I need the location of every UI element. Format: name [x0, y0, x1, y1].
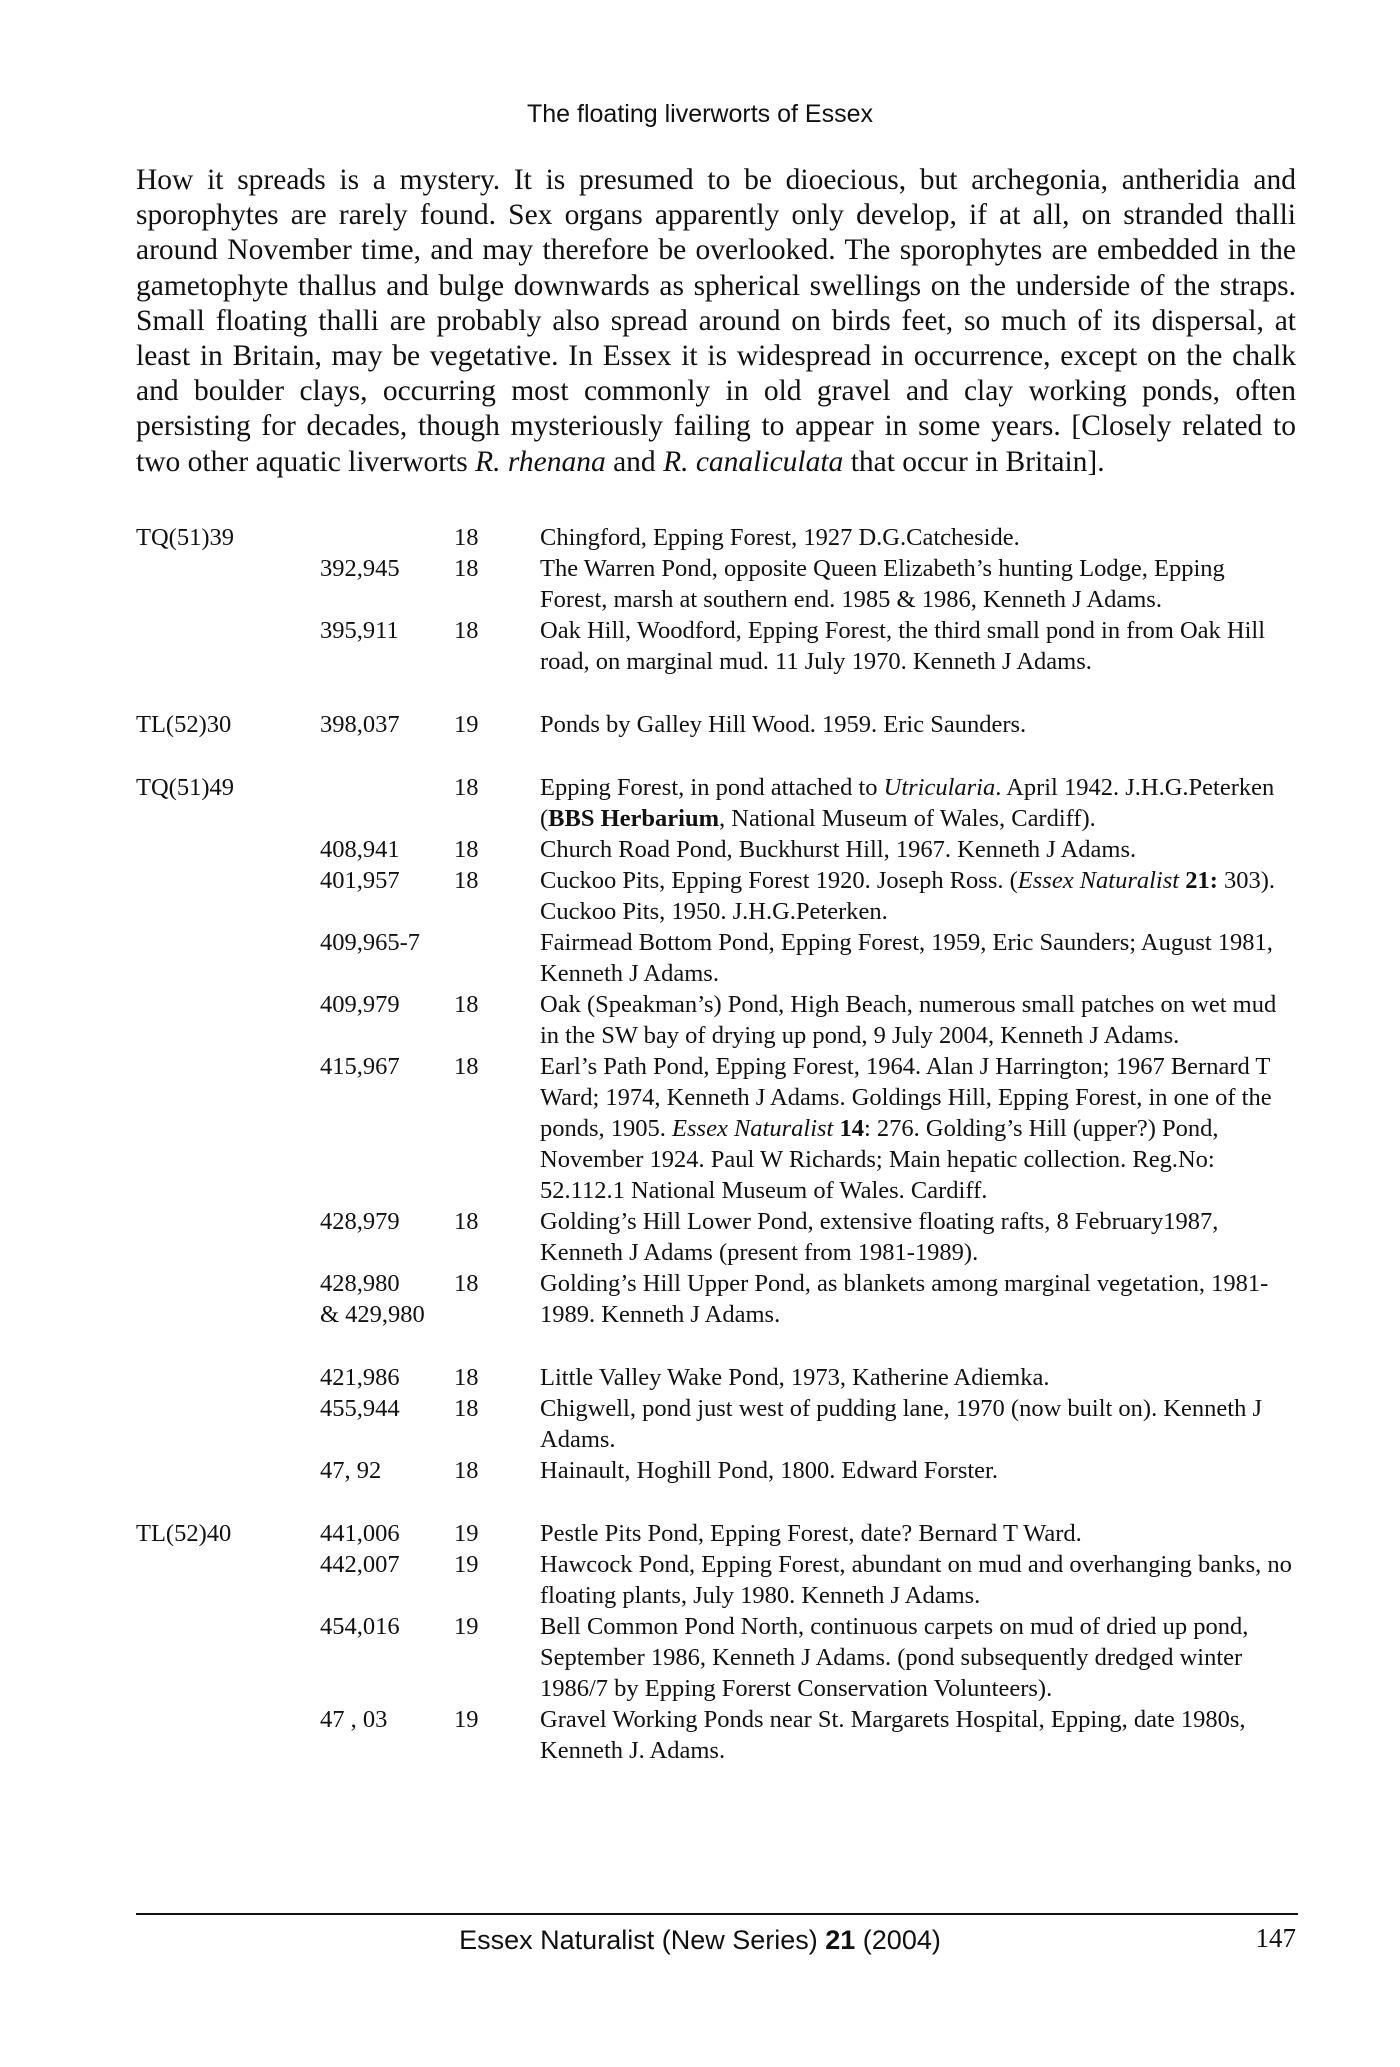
record-text: Golding’s Hill Lower Pond, extensive floating rafts, 8 February1987, Kenneth J Adams (present from 1981-1989).: [540, 1208, 1219, 1266]
record-text: Golding’s Hill Upper Pond, as blankets among marginal vegetation, 1981-1989. Kenneth J Adams.: [540, 1270, 1269, 1328]
record-row: [136, 1051, 1296, 1206]
vice-county: 18: [454, 1208, 479, 1235]
grid-reference: 428,979: [320, 1208, 400, 1235]
record-row: [136, 927, 1296, 989]
species-canaliculata: R. canaliculata: [663, 445, 844, 478]
record-text-part: Epping Forest, in pond attached to: [540, 774, 884, 801]
record-text-part: . April 1942. J.H.G.Peterken (: [540, 774, 1275, 832]
journal-footer: [0, 1925, 1400, 1956]
grid-square: TQ(51)39: [136, 524, 234, 551]
record-text: Little Valley Wake Pond, 1973, Katherine Adiemka.: [540, 1364, 1050, 1391]
record-row: [136, 834, 1296, 865]
record-text-part: 303). Cuckoo Pits, 1950. J.H.G.Peterken.: [540, 867, 1276, 925]
vice-county: 19: [454, 1706, 479, 1733]
record-row: [136, 772, 1296, 834]
record-text: Hainault, Hoghill Pond, 1800. Edward Forster.: [540, 1457, 998, 1484]
vice-county: 18: [454, 1457, 479, 1484]
grid-reference: 395,911: [320, 617, 399, 644]
grid-reference: 47 , 03: [320, 1706, 388, 1733]
page-number: 147: [1255, 1923, 1296, 1953]
record-row: [136, 865, 1296, 927]
record-text: Fairmead Bottom Pond, Epping Forest, 1959, Eric Saunders; August 1981, Kenneth J Adams.: [540, 929, 1273, 987]
record-text: Bell Common Pond North, continuous carpets on mud of dried up pond, September 1986, Kenneth J Adams. (pond subsequently dredged winter 1986/7 by Epping Forerst Conservation Volunteers).: [540, 1613, 1249, 1702]
intro-text-1: How it spreads is a mystery. It is presumed to be dioecious, but archegonia, antheridia and sporophytes are rarely found. Sex organs apparently only develop, if at all, on stranded thalli around November time, and may therefore be overlooked. The sporophytes are embedded in the gametophyte thallus and bulge downwards as spherical swellings on the underside of the straps. Small floating thalli are probably also spread around on birds feet, so much of its dispersal, at least in Britain, may be vegetative. In Essex it is widespread in occurrence, except on the chalk and boulder clays, occurring most commonly in old gravel and clay working ponds, often persisting for decades, though mysteriously failing to appear in some years. [Closely related to two other aquatic liverworts: [136, 164, 1296, 478]
record-row: [136, 989, 1296, 1051]
grid-square: TL(52)30: [136, 711, 232, 738]
record-text: [540, 1051, 1296, 1206]
footer-rule: [136, 1913, 1298, 1915]
grid-reference: 47, 92: [320, 1457, 382, 1484]
record-text-italic: Essex Naturalist: [672, 1115, 834, 1142]
vice-county: 18: [454, 617, 479, 644]
vice-county: 19: [454, 711, 479, 738]
grid-reference: 442,007: [320, 1551, 400, 1578]
grid-reference-line: & 429,980: [320, 1301, 425, 1328]
vice-county: 18: [454, 524, 479, 551]
record-text: Pestle Pits Pond, Epping Forest, date? Bernard T Ward.: [540, 1520, 1082, 1547]
vice-county: 18: [454, 1270, 479, 1297]
vice-county: 18: [454, 1053, 479, 1080]
grid-reference-line: 428,980: [320, 1270, 400, 1297]
record-row: [136, 1611, 1296, 1704]
grid-reference: 409,965-7: [320, 929, 421, 956]
record-text: Hawcock Pond, Epping Forest, abundant on mud and overhanging banks, no floating plants, July 1980. Kenneth J Adams.: [540, 1551, 1292, 1609]
intro-paragraph: [136, 163, 1296, 480]
record-text-italic: Utricularia: [883, 774, 996, 801]
record-text-part: Cuckoo Pits, Epping Forest 1920. Joseph Ross. (: [540, 867, 1018, 894]
record-text: [540, 865, 1296, 927]
record-row: [136, 1518, 1296, 1549]
vice-county: 18: [454, 555, 479, 582]
record-row: [136, 1362, 1296, 1393]
grid-reference: 415,967: [320, 1053, 400, 1080]
record-text-bold: 14: [839, 1115, 864, 1142]
vice-county: 18: [454, 1395, 479, 1422]
grid-reference: 455,944: [320, 1395, 400, 1422]
record-text-part: , National Museum of Wales, Cardiff).: [719, 805, 1096, 832]
record-row: [136, 1455, 1296, 1486]
record-row: [136, 553, 1296, 615]
record-text: Chingford, Epping Forest, 1927 D.G.Catcheside.: [540, 524, 1020, 551]
vice-county: 18: [454, 991, 479, 1018]
record-text-bold: 21:: [1185, 867, 1218, 894]
vice-county: 18: [454, 836, 479, 863]
vice-county: 18: [454, 1364, 479, 1391]
record-text-italic: Essex Naturalist: [1017, 867, 1180, 894]
grid-reference: 401,957: [320, 867, 400, 894]
grid-square: TQ(51)49: [136, 774, 234, 801]
grid-reference: 421,986: [320, 1364, 400, 1391]
record-row: [136, 1206, 1296, 1268]
record-row: [136, 1393, 1296, 1455]
record-row: [136, 709, 1296, 740]
grid-reference: 454,016: [320, 1613, 400, 1640]
running-title: The floating liverworts of Essex: [527, 100, 873, 128]
journal-year: (2004): [855, 1925, 941, 1955]
record-text: The Warren Pond, opposite Queen Elizabeth’s hunting Lodge, Epping Forest, marsh at southern end. 1985 & 1986, Kenneth J Adams.: [540, 555, 1225, 613]
intro-text-3: that occur in Britain].: [843, 445, 1105, 478]
record-row: [136, 1549, 1296, 1611]
record-row: [136, 1268, 1296, 1330]
record-text-part: : 276. Golding’s Hill (upper?) Pond, November 1924. Paul W Richards; Main hepatic collection. Reg.No: 52.112.1 National Museum of Wales. Cardiff.: [540, 1115, 1219, 1204]
grid-reference: 392,945: [320, 555, 400, 582]
grid-reference: 398,037: [320, 711, 400, 738]
record-text: Chigwell, pond just west of pudding lane, 1970 (now built on). Kenneth J Adams.: [540, 1395, 1262, 1453]
journal-volume: 21: [825, 1925, 856, 1955]
vice-county: 19: [454, 1551, 479, 1578]
record-row: [136, 522, 1296, 553]
grid-reference: [320, 1268, 454, 1330]
records-table: [136, 522, 1296, 1766]
vice-county: 18: [454, 774, 479, 801]
vice-county: 18: [454, 867, 479, 894]
record-text: Gravel Working Ponds near St. Margarets Hospital, Epping, date 1980s, Kenneth J. Adams.: [540, 1706, 1246, 1764]
species-rhenana: R. rhenana: [475, 445, 606, 478]
record-text-part: Earl’s Path Pond, Epping Forest, 1964. Alan J Harrington; 1967 Bernard T Ward; 1974, Kenneth J Adams. Goldings Hill, Epping Forest, in one of the ponds, 1905.: [540, 1053, 1272, 1142]
record-text: Church Road Pond, Buckhurst Hill, 1967. Kenneth J Adams.: [540, 836, 1137, 863]
record-row: [136, 615, 1296, 677]
record-text: [540, 772, 1296, 834]
journal-name: Essex Naturalist (New Series): [459, 1925, 826, 1955]
grid-square: TL(52)40: [136, 1520, 232, 1547]
record-text: Oak (Speakman’s) Pond, High Beach, numerous small patches on wet mud in the SW bay of drying up pond, 9 July 2004, Kenneth J Adams.: [540, 991, 1277, 1049]
intro-text-2: and: [605, 445, 664, 478]
record-row: [136, 1704, 1296, 1766]
grid-reference: 409,979: [320, 991, 400, 1018]
record-text: Oak Hill, Woodford, Epping Forest, the third small pond in from Oak Hill road, on marginal mud. 11 July 1970. Kenneth J Adams.: [540, 617, 1266, 675]
grid-reference: 441,006: [320, 1520, 400, 1547]
record-text: Ponds by Galley Hill Wood. 1959. Eric Saunders.: [540, 711, 1027, 738]
vice-county: 19: [454, 1520, 479, 1547]
vice-county: 19: [454, 1613, 479, 1640]
grid-reference: 408,941: [320, 836, 400, 863]
record-text-bold: BBS Herbarium: [548, 805, 720, 832]
